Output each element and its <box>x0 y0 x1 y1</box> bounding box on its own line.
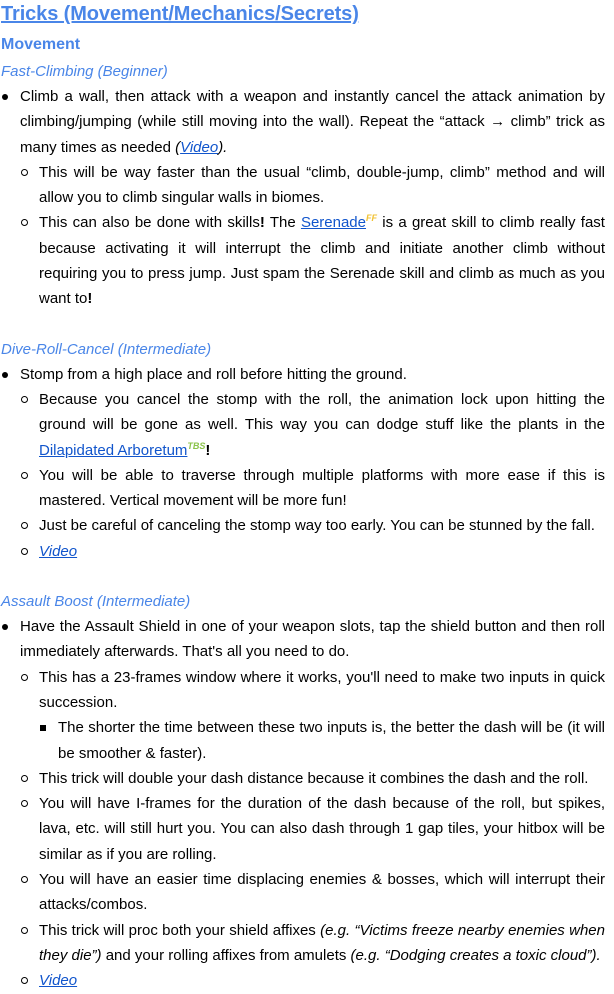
square-bullet-icon <box>40 725 46 731</box>
filled-circle-bullet-icon <box>2 624 8 630</box>
serenade-link[interactable]: Serenade <box>300 214 366 232</box>
hollow-circle-bullet-icon <box>21 775 28 782</box>
hollow-circle-bullet-icon <box>21 674 28 681</box>
trick-heading-fast-climbing: Fast-Climbing (Beginner) <box>1 63 168 80</box>
list-item: This has a 23-frames window where it works, you'll need to make two inputs in quick succession. <box>1 665 605 716</box>
list-item: You will have an easier time displacing enemies & bosses, which will interrupt their attacks/combos. <box>1 867 605 918</box>
hollow-circle-bullet-icon <box>21 800 28 807</box>
video-link[interactable]: Video <box>39 542 78 560</box>
list-item: You will have I-frames for the duration of the dash because of the roll, but spikes, lava, etc. will still hurt you. You can also dash through 1 gap tiles, your hitbox will be similar as if you are rolling. <box>1 791 605 867</box>
trick-list-fast-climbing <box>1 84 605 312</box>
filled-circle-bullet-icon <box>2 372 8 378</box>
list-item: This will be way faster than the usual “climb, double-jump, climb” method and will allow you to climb singular walls in biomes. <box>1 160 605 211</box>
list-item: Just be careful of canceling the stomp way too early. You can be stunned by the fall. <box>1 513 605 538</box>
filled-circle-bullet-icon <box>2 94 8 100</box>
hollow-circle-bullet-icon <box>21 522 28 529</box>
dlc-tag-ff: FF <box>366 213 377 224</box>
trick-heading-dive-roll-cancel: Dive-Roll-Cancel (Intermediate) <box>1 340 212 358</box>
trick-heading-assault-boost: Assault Boost (Intermediate) <box>1 593 191 611</box>
page-title[interactable]: Tricks (Movement/Mechanics/Secrets) <box>1 3 359 25</box>
list-item: Because you cancel the stomp with the roll, the animation lock upon hitting the ground will be gone as well. This way you can dodge stuff like the plants in the Dilapidated Arboretum$^{TBS}$! <box>1 387 605 463</box>
hollow-circle-bullet-icon <box>21 977 28 984</box>
hollow-circle-bullet-icon <box>21 169 28 176</box>
hollow-circle-bullet-icon <box>21 927 28 934</box>
dilapidated-arboretum-link[interactable]: Dilapidated Arboretum <box>39 441 188 459</box>
video-link[interactable]: Video <box>39 972 78 990</box>
video-link[interactable]: Video <box>180 138 219 156</box>
trick-list-assault-boost <box>1 614 605 993</box>
hollow-circle-bullet-icon <box>21 472 28 479</box>
list-item: Have the Assault Shield in one of your weapon slots, tap the shield button and then roll immediately afterwards. That's all you need to do. <box>1 614 605 665</box>
list-item: Climb a wall, then attack with a weapon and instantly cancel the attack animation by climbing/jumping (while still moving into the wall). Repeat the “attack → climb” trick as many times as needed (Video). <box>1 84 605 160</box>
list-item: This can also be done with skills! The Serenade$^{FF}$ is a great skill to climb really fast because activating it will interrupt the climb and initiate another climb without requiring you to press jump. Just spam the Serenade skill and climb as much as you want to! <box>1 210 605 311</box>
hollow-circle-bullet-icon <box>21 396 28 403</box>
trick-list-dive-roll-cancel <box>1 362 605 564</box>
list-item: You will be able to traverse through multiple platforms with more ease if this is mastered. Vertical movement will be more fun! <box>1 463 605 514</box>
hollow-circle-bullet-icon <box>21 548 28 555</box>
section-heading-movement: Movement <box>1 36 81 53</box>
list-item <box>1 539 605 564</box>
dlc-tag-tbs: TBS <box>187 440 206 451</box>
hollow-circle-bullet-icon <box>21 876 28 883</box>
list-item: The shorter the time between these two inputs is, the better the dash will be (it will be smoother & faster). <box>1 715 605 766</box>
list-item: Stomp from a high place and roll before hitting the ground. <box>1 362 605 387</box>
list-item: This trick will double your dash distance because it combines the dash and the roll. <box>1 766 605 791</box>
hollow-circle-bullet-icon <box>21 219 28 226</box>
list-item: This trick will proc both your shield affixes (e.g. “Victims freeze nearby enemies when they die”) and your rolling affixes from amulets (e.g. “Dodging creates a toxic cloud”). <box>1 918 605 969</box>
